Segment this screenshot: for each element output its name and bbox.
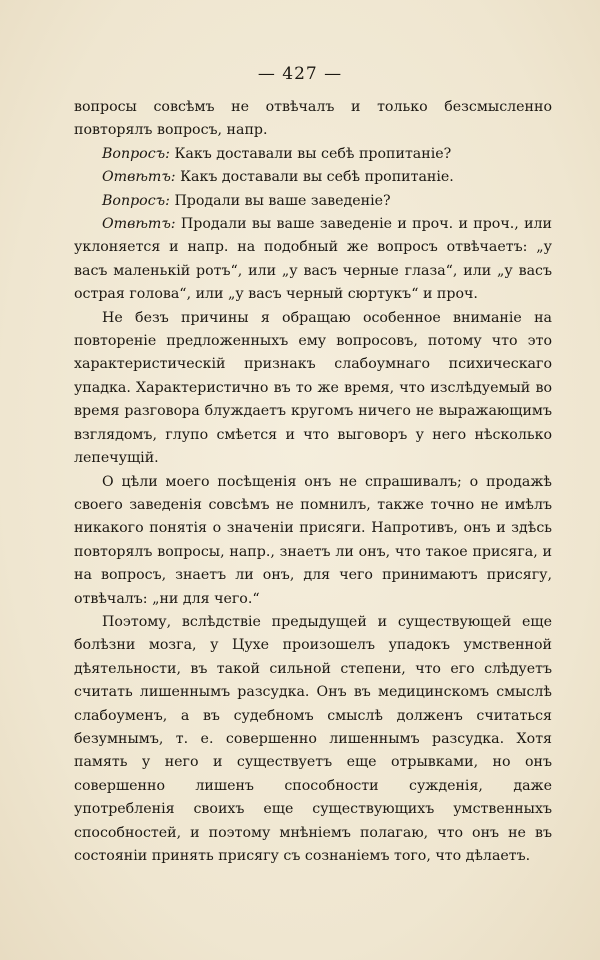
paragraph <box>74 96 552 143</box>
dialog-text: Какъ доставали вы себѣ пропитаніе. <box>180 169 454 186</box>
dialog-text: Какъ доставали вы себѣ пропитаніе? <box>174 145 452 162</box>
speaker-label: Вопросъ: <box>102 145 170 162</box>
paragraph-text: вопросы совсѣмъ не отвѣчалъ и только безсмысленно повторялъ вопросъ, напр. <box>74 99 552 139</box>
speaker-label: Вопросъ: <box>102 192 170 209</box>
dialog-answer <box>74 166 552 189</box>
dialog-answer <box>74 213 552 307</box>
paragraph-text: Поэтому, вслѣдствіе предыдущей и существующей еще болѣзни мозга, у Цухе произошелъ упадокъ умственной дѣятельности, въ такой сильной степени, что его слѣдуетъ считать лишеннымъ разсудка. Онъ въ медицинскомъ смыслѣ слабоуменъ, а въ судебномъ смыслѣ долженъ считаться безумнымъ, т. е. совершенно лишеннымъ разсудка. Хотя память у него и существуетъ еще отрывками, но онъ совершенно лишенъ способности сужденія, даже употребленія своихъ еще существующихъ умственныхъ способностей, и поэтому мнѣніемъ полагаю, что онъ не въ состояніи принять присягу съ сознаніемъ того, что дѣлаетъ. <box>74 613 552 864</box>
paragraph <box>74 471 552 611</box>
dialog-text: Продали вы ваше заведеніе и проч. и проч., или уклоняется и напр. на подобный же вопросъ отвѣчаетъ: „у васъ маленькій ротъ“, или „у васъ черные глаза“, или „у васъ острая голова“, или „у васъ черный сюртукъ“ и проч. <box>74 216 552 303</box>
dialog-question <box>74 143 552 166</box>
paragraph-text: Не безъ причины я обращаю особенное вниманіе на повтореніе предложенныхъ ему вопросовъ, потому что это характеристическій признакъ слабоумнаго психическаго упадка. Характеристично въ то же время, что изслѣдуемый во время разговора блуждаетъ кругомъ ничего не выражающимъ взглядомъ, глупо смѣется и что выговоръ у него нѣсколько лепечущій. <box>74 309 552 467</box>
dialog-question <box>74 190 552 213</box>
paragraph <box>74 611 552 868</box>
paragraph-text: О цѣли моего посѣщенія онъ не спрашивалъ; о продажѣ своего заведенія совсѣмъ не помнилъ, также точно не имѣлъ никакого понятія о значеніи присяги. Напротивъ, онъ и здѣсь повторялъ вопросы, напр., знаетъ ли онъ, что такое присяга, и на вопросъ, знаетъ ли онъ, для чего принимаютъ присягу, отвѣчалъ: „ни для чего.“ <box>74 473 552 607</box>
speaker-label: Отвѣтъ: <box>102 216 176 233</box>
body-text <box>74 96 552 868</box>
page-number: — 427 — <box>257 64 343 84</box>
speaker-label: Отвѣтъ: <box>102 169 176 186</box>
paragraph <box>74 307 552 471</box>
dialog-text: Продали вы ваше заведеніе? <box>174 192 391 209</box>
